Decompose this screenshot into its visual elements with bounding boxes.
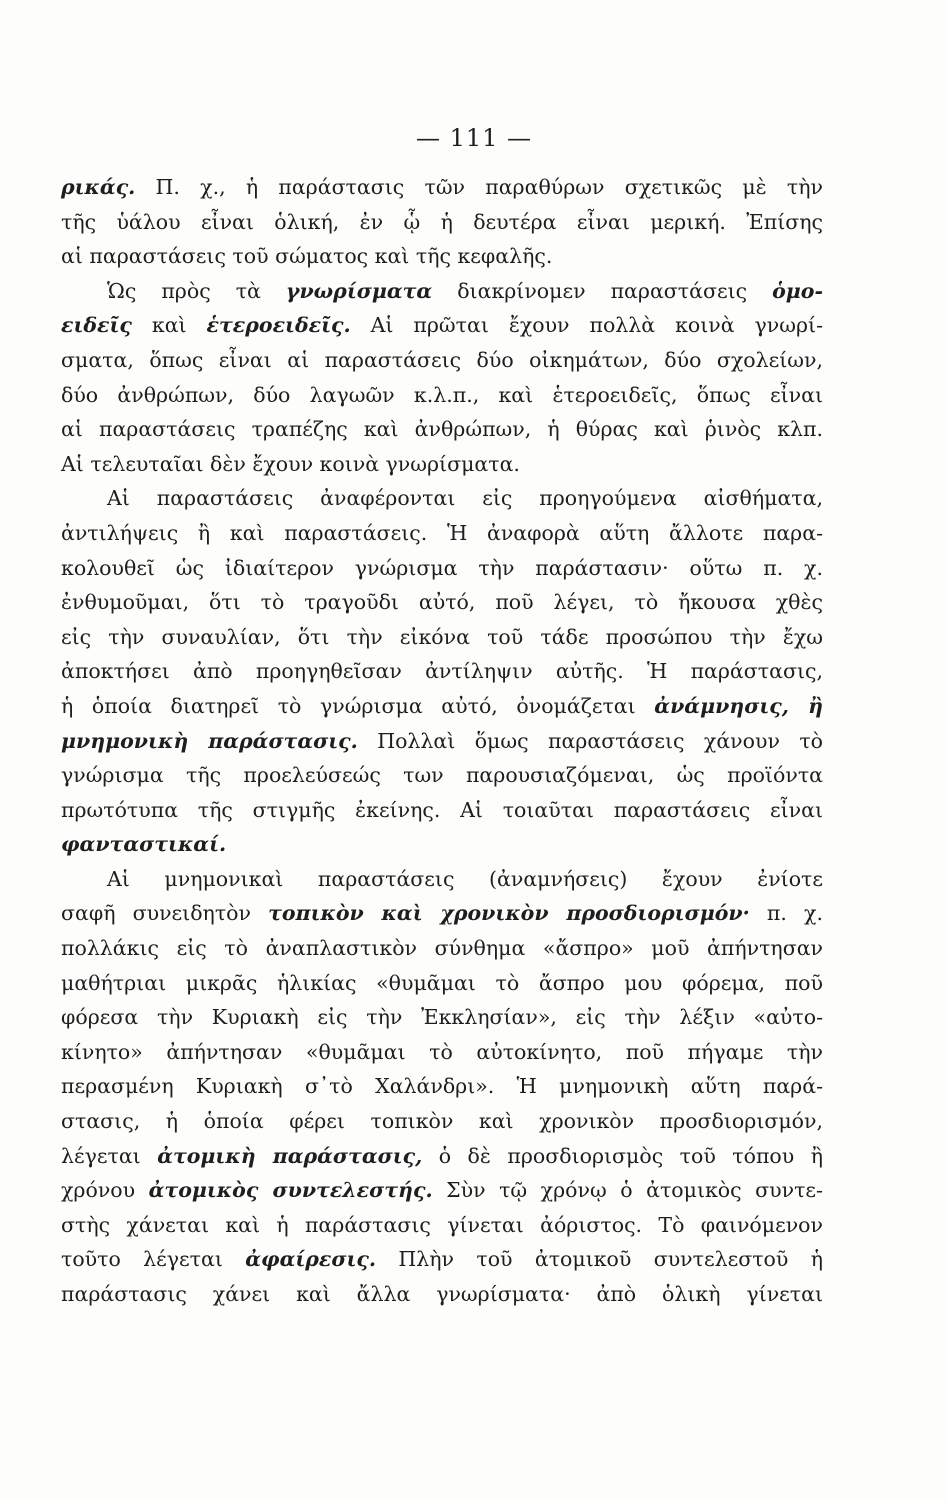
text-run: Σὺν τῷ χρόνῳ ὁ ἀτομικὸς συντε- — [432, 1178, 823, 1203]
text-run: φόρεσα τὴν Κυριακὴ εἰς τὴν Ἐκκλησίαν», εἰς τὴν λέξιν «αὐτο- — [61, 1005, 823, 1030]
text-run: στὴς χάνεται καὶ ἡ παράστασις γίνεται ἀόριστος. Τὸ φαινόμενον — [61, 1212, 823, 1237]
text-line — [61, 551, 823, 586]
body-text — [61, 170, 823, 1312]
text-run: διακρίνομεν παραστάσεις — [432, 278, 773, 303]
text-line — [61, 170, 823, 205]
text-run: Αἱ παραστάσεις ἀναφέρονται εἰς προηγούμενα αἰσθήματα, — [107, 486, 823, 511]
text-line — [61, 654, 823, 689]
text-run: Ὡς πρὸς τὰ — [107, 278, 286, 303]
emphasized-term: ἀτομικὸς συντελεστής. — [148, 1178, 433, 1203]
text-line — [61, 689, 823, 724]
emphasized-term: τοπικὸν καὶ χρονικὸν προσδιορισμόν· — [268, 901, 750, 926]
text-run: καὶ — [131, 313, 207, 338]
text-line — [61, 1242, 823, 1277]
text-line — [61, 1173, 823, 1208]
text-line — [61, 1277, 823, 1312]
text-line — [61, 1069, 823, 1104]
text-line — [61, 378, 823, 413]
emphasized-term: γνωρίσματα — [285, 278, 433, 303]
text-line — [61, 1139, 823, 1174]
text-run: παράστασις χάνει καὶ ἄλλα γνωρίσματα· ἀπὸ ὁλικὴ γίνεται — [61, 1282, 823, 1306]
text-line — [61, 724, 823, 759]
text-line — [61, 516, 823, 551]
text-line — [61, 412, 823, 447]
text-run: χρόνου — [61, 1178, 149, 1203]
text-line — [61, 827, 823, 862]
text-line — [61, 758, 823, 793]
emphasized-term: ἀφαίρεσις. — [245, 1247, 377, 1272]
text-line — [61, 931, 823, 966]
text-run: π. χ. — [749, 901, 823, 926]
text-run: Αἱ μνημονικαὶ παραστάσεις (ἀναμνήσεις) ἔχουν ἐνίοτε — [107, 866, 823, 891]
emphasized-term: ρικάς. — [61, 175, 136, 199]
text-run: πρωτότυπα τῆς στιγμῆς ἐκείνης. Αἱ τοιαῦται παραστάσεις εἶναι — [61, 797, 823, 822]
emphasized-term: ἑτεροειδεῖς. — [206, 313, 351, 338]
text-run: περασμένη Κυριακὴ σ᾽τὸ Χαλάνδρι». Ἡ μνημονικὴ αὕτη παρά- — [61, 1074, 823, 1099]
text-run: κίνητο» ἀπήντησαν «θυμᾶμαι τὸ αὐτοκίνητο, ποῦ πήγαμε τὴν — [61, 1039, 823, 1064]
text-run: ἀντιλήψεις ἢ καὶ παραστάσεις. Ἡ ἀναφορὰ αὕτη ἄλλοτε παρα- — [61, 520, 823, 545]
text-run: σματα, ὅπως εἶναι αἱ παραστάσεις δύο οἰκημάτων, δύο σχολείων, — [61, 347, 823, 372]
text-run: μαθήτριαι μικρᾶς ἡλικίας «θυμᾶμαι τὸ ἄσπρο μου φόρεμα, ποῦ — [61, 970, 823, 995]
text-run: γνώρισμα τῆς προελεύσεώς των παρουσιαζόμεναι, ὡς προϊόντα — [61, 763, 823, 788]
text-run: αἱ παραστάσεις τοῦ σώματος καὶ τῆς κεφαλῆς. — [61, 244, 553, 269]
text-run: αἱ παραστάσεις τραπέζης καὶ ἀνθρώπων, ἡ θύρας καὶ ῥινὸς κλπ. — [61, 417, 823, 442]
text-run: δύο ἀνθρώπων, δύο λαγωῶν κ.λ.π., καὶ ἑτεροειδεῖς, ὅπως εἶναι — [61, 382, 823, 407]
text-run: Π. χ., ἡ παράστασις τῶν παραθύρων σχετικῶς μὲ τὴν — [135, 175, 823, 199]
text-run: Πλὴν τοῦ ἀτομικοῦ συντελεστοῦ ἡ — [376, 1247, 823, 1272]
text-run: ἡ ὁποία διατηρεῖ τὸ γνώρισμα αὐτό, ὀνομάζεται — [61, 693, 655, 718]
text-line — [61, 862, 823, 897]
text-run: ἐνθυμοῦμαι, ὅτι τὸ τραγοῦδι αὐτό, ποῦ λέγει, τὸ ἤκουσα χθὲς — [61, 590, 823, 615]
text-run: τῆς ὑάλου εἶναι ὁλική, ἐν ᾧ ἡ δευτέρα εἶναι μερική. Ἐπίσης — [61, 209, 823, 234]
text-line — [61, 1104, 823, 1139]
text-line — [61, 343, 823, 378]
text-run: πολλάκις εἰς τὸ ἀναπλαστικὸν σύνθημα «ἄσπρο» μοῦ ἀπήντησαν — [61, 936, 823, 961]
text-run: εἰς τὴν συναυλίαν, ὅτι τὴν εἰκόνα τοῦ τάδε προσώπου τὴν ἔχω — [61, 624, 823, 649]
emphasized-term: ὁμο- — [772, 278, 823, 303]
text-line — [61, 1000, 823, 1035]
text-line — [61, 793, 823, 828]
text-line — [61, 1208, 823, 1243]
text-run: λέγεται — [61, 1143, 158, 1168]
text-run: στασις, ἡ ὁποία φέρει τοπικὸν καὶ χρονικὸν προσδιορισμόν, — [61, 1109, 823, 1134]
text-run: κολουθεῖ ὡς ἰδιαίτερον γνώρισμα τὴν παράστασιν· οὕτω π. χ. — [61, 555, 823, 580]
emphasized-term: ειδεῖς — [61, 313, 132, 338]
page-number-header: — 111 — — [415, 124, 533, 152]
text-run: σαφῆ συνειδητὸν — [61, 901, 269, 926]
text-line — [61, 308, 823, 343]
emphasized-term: μνημονικὴ παράστασις. — [61, 728, 358, 753]
text-line — [61, 896, 823, 931]
text-line — [61, 585, 823, 620]
text-run: τοῦτο λέγεται — [61, 1247, 246, 1272]
text-run: Πολλαὶ ὅμως παραστάσεις χάνουν τὸ — [357, 728, 824, 753]
text-line — [61, 274, 823, 309]
text-line — [61, 447, 823, 482]
emphasized-term: φανταστικαί. — [61, 832, 227, 857]
text-run: Αἱ πρῶται ἔχουν πολλὰ κοινὰ γνωρί- — [350, 313, 823, 338]
text-line — [61, 1035, 823, 1070]
text-line — [61, 620, 823, 655]
emphasized-term: ἀνάμνησις, ἢ — [654, 693, 823, 718]
emphasized-term: ἀτομικὴ παράστασις, — [157, 1143, 423, 1168]
text-run: ἀποκτήσει ἀπὸ προηγηθεῖσαν ἀντίληψιν αὐτῆς. Ἡ παράστασις, — [61, 659, 823, 684]
text-line — [61, 481, 823, 516]
text-run: ὁ δὲ προσδιορισμὸς τοῦ τόπου ἢ — [422, 1143, 823, 1168]
text-run: Αἱ τελευταῖαι δὲν ἔχουν κοινὰ γνωρίσματα. — [61, 451, 520, 476]
text-line — [61, 239, 823, 274]
text-line — [61, 205, 823, 240]
text-line — [61, 966, 823, 1001]
